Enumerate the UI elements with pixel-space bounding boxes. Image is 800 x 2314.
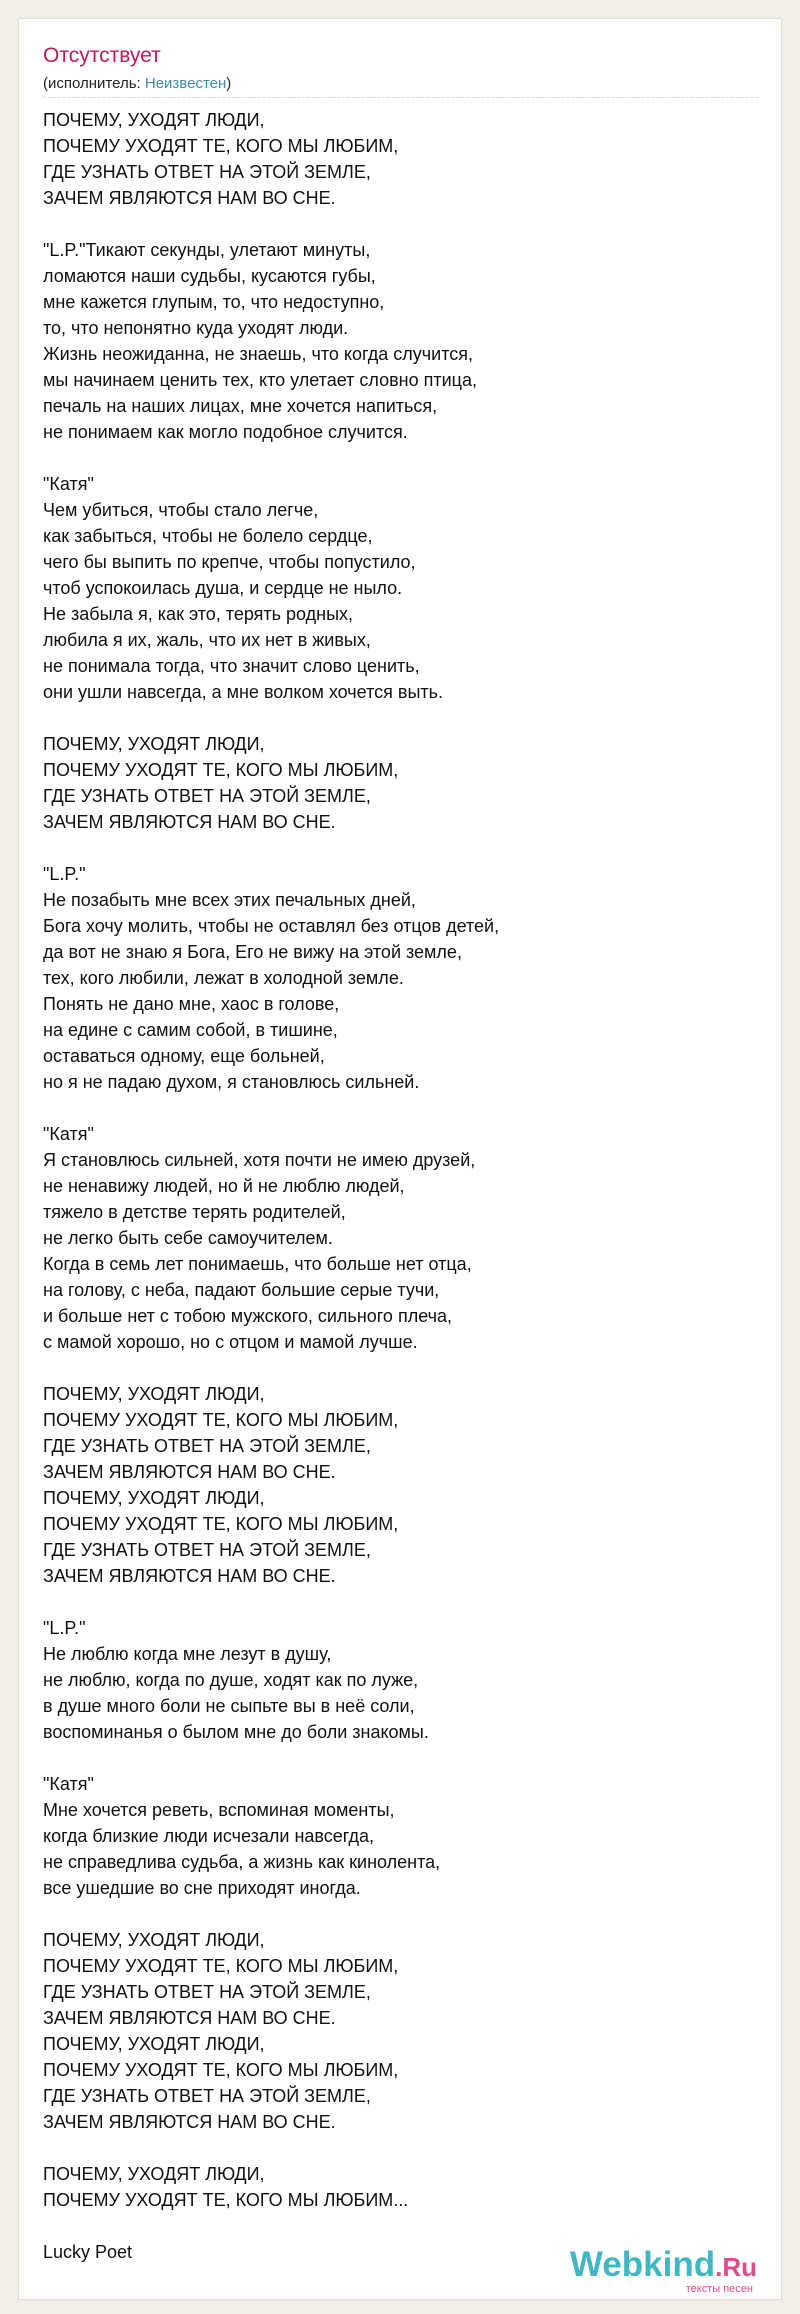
stanza-break — [43, 1355, 763, 1381]
stanza-break — [43, 2135, 763, 2161]
logo-main-text: Webkind — [569, 2245, 716, 2284]
lyric-line: Не люблю когда мне лезут в душу, — [43, 1644, 332, 1664]
stanza-break — [43, 1745, 763, 1771]
lyric-line: ПОЧЕМУ, УХОДЯТ ЛЮДИ, — [43, 110, 265, 130]
lyric-line: чтоб успокоилась душа, и сердце не ныло. — [43, 578, 403, 598]
lyric-line: не понимала тогда, что значит слово ценить, — [43, 656, 420, 676]
lyric-line: ЗАЧЕМ ЯВЛЯЮТСЯ НАМ ВО СНЕ. — [43, 188, 336, 208]
lyric-line: "L.P." — [43, 1618, 86, 1638]
lyric-line: Понять не дано мне, хаос в голове, — [43, 994, 340, 1014]
lyric-line: на голову, с неба, падают большие серые тучи, — [43, 1280, 440, 1300]
lyric-line: ПОЧЕМУ, УХОДЯТ ЛЮДИ, — [43, 1488, 265, 1508]
lyrics-text — [43, 107, 763, 2265]
lyric-line: ГДЕ УЗНАТЬ ОТВЕТ НА ЭТОЙ ЗЕМЛЕ, — [43, 2086, 371, 2106]
lyric-line: ЗАЧЕМ ЯВЛЯЮТСЯ НАМ ВО СНЕ. — [43, 2008, 336, 2028]
lyric-line: ЗАЧЕМ ЯВЛЯЮТСЯ НАМ ВО СНЕ. — [43, 2112, 336, 2132]
song-title: Отсутствует — [43, 44, 161, 67]
lyric-line: не справедлива судьба, а жизнь как кинолента, — [43, 1852, 441, 1872]
performer-link[interactable]: Неизвестен — [144, 75, 227, 92]
lyric-line: они ушли навсегда, а мне волком хочется выть. — [43, 682, 443, 702]
stanza-break — [43, 705, 763, 731]
lyric-line: ГДЕ УЗНАТЬ ОТВЕТ НА ЭТОЙ ЗЕМЛЕ, — [43, 786, 371, 806]
lyric-line: тех, кого любили, лежат в холодной земле. — [43, 968, 404, 988]
lyric-line: ПОЧЕМУ УХОДЯТ ТЕ, КОГО МЫ ЛЮБИМ, — [43, 2060, 399, 2080]
lyric-line: ПОЧЕМУ УХОДЯТ ТЕ, КОГО МЫ ЛЮБИМ, — [43, 1410, 399, 1430]
lyric-line: Не забыла я, как это, терять родных, — [43, 604, 354, 624]
lyric-line: ПОЧЕМУ УХОДЯТ ТЕ, КОГО МЫ ЛЮБИМ, — [43, 1956, 399, 1976]
lyric-line: любила я их, жаль, что их нет в живых, — [43, 630, 371, 650]
lyric-line: Я становлюсь сильней, хотя почти не имею друзей, — [43, 1150, 476, 1170]
lyric-line: "L.P."Тикают секунды, улетают минуты, — [43, 240, 371, 260]
performer-suffix: ) — [226, 75, 232, 92]
logo-tagline: тексты песен — [685, 2283, 753, 2295]
stanza-break — [43, 835, 763, 861]
webkind-logo[interactable] — [570, 2247, 757, 2295]
lyric-line: на едине с самим собой, в тишине, — [43, 1020, 338, 1040]
lyric-line: все ушедшие во сне приходят иногда. — [43, 1878, 361, 1898]
lyric-line: мне кажется глупым, то, что недоступно, — [43, 292, 385, 312]
lyric-line: ПОЧЕМУ, УХОДЯТ ЛЮДИ, — [43, 734, 265, 754]
lyric-line: печаль на наших лицах, мне хочется напиться, — [43, 396, 438, 416]
lyric-line: ПОЧЕМУ УХОДЯТ ТЕ, КОГО МЫ ЛЮБИМ... — [43, 2190, 409, 2210]
lyric-line: ЗАЧЕМ ЯВЛЯЮТСЯ НАМ ВО СНЕ. — [43, 1462, 336, 1482]
lyric-line: не понимаем как могло подобное случится. — [43, 422, 408, 442]
lyric-line: в душе много боли не сыпьте вы в неё соли, — [43, 1696, 415, 1716]
lyric-line: когда близкие люди исчезали навсегда, — [43, 1826, 375, 1846]
lyric-line: ГДЕ УЗНАТЬ ОТВЕТ НА ЭТОЙ ЗЕМЛЕ, — [43, 1982, 371, 2002]
lyric-line: ПОЧЕМУ, УХОДЯТ ЛЮДИ, — [43, 2034, 265, 2054]
stanza-break — [43, 445, 763, 471]
lyric-line: оставаться одному, еще больней, — [43, 1046, 325, 1066]
logo-wordmark — [570, 2247, 757, 2285]
lyric-line: с мамой хорошо, но с отцом и мамой лучше. — [43, 1332, 418, 1352]
lyric-line: ломаются наши судьбы, кусаются губы, — [43, 266, 376, 286]
lyric-line: ГДЕ УЗНАТЬ ОТВЕТ НА ЭТОЙ ЗЕМЛЕ, — [43, 1436, 371, 1456]
lyric-line: и больше нет с тобою мужского, сильного плеча, — [43, 1306, 452, 1326]
lyric-line: Чем убиться, чтобы стало легче, — [43, 500, 319, 520]
header-divider — [43, 97, 759, 98]
lyric-line: ГДЕ УЗНАТЬ ОТВЕТ НА ЭТОЙ ЗЕМЛЕ, — [43, 162, 371, 182]
stanza-break — [43, 1901, 763, 1927]
lyric-line: ПОЧЕМУ, УХОДЯТ ЛЮДИ, — [43, 1384, 265, 1404]
lyric-line: "L.P." — [43, 864, 86, 884]
stanza-break — [43, 1589, 763, 1615]
stanza-break — [43, 1095, 763, 1121]
lyric-line: но я не падаю духом, я становлюсь сильней. — [43, 1072, 420, 1092]
lyric-line: мы начинаем ценить тех, кто улетает словно птица, — [43, 370, 477, 390]
lyric-line: чего бы выпить по крепче, чтобы попустило, — [43, 552, 416, 572]
lyric-line: Жизнь неожиданна, не знаешь, что когда случится, — [43, 344, 474, 364]
lyric-line: да вот не знаю я Бога, Его не вижу на этой земле, — [43, 942, 462, 962]
lyric-line: ЗАЧЕМ ЯВЛЯЮТСЯ НАМ ВО СНЕ. — [43, 1566, 336, 1586]
stanza-break — [43, 211, 763, 237]
lyric-line: ЗАЧЕМ ЯВЛЯЮТСЯ НАМ ВО СНЕ. — [43, 812, 336, 832]
performer-prefix: (исполнитель: — [43, 75, 145, 92]
lyric-line: "Катя" — [43, 1774, 94, 1794]
lyric-line: Бога хочу молить, чтобы не оставлял без отцов детей, — [43, 916, 500, 936]
lyric-line: "Катя" — [43, 474, 94, 494]
author-credit: Lucky Poet — [43, 2242, 133, 2262]
lyric-line: не ненавижу людей, но й не люблю людей, — [43, 1176, 405, 1196]
lyric-line: ГДЕ УЗНАТЬ ОТВЕТ НА ЭТОЙ ЗЕМЛЕ, — [43, 1540, 371, 1560]
lyric-line: ПОЧЕМУ УХОДЯТ ТЕ, КОГО МЫ ЛЮБИМ, — [43, 760, 399, 780]
lyric-line: Мне хочется реветь, вспоминая моменты, — [43, 1800, 395, 1820]
lyric-line: ПОЧЕМУ УХОДЯТ ТЕ, КОГО МЫ ЛЮБИМ, — [43, 1514, 399, 1534]
lyric-line: тяжело в детстве терять родителей, — [43, 1202, 346, 1222]
lyric-line: как забыться, чтобы не болело сердце, — [43, 526, 373, 546]
lyric-line: ПОЧЕМУ, УХОДЯТ ЛЮДИ, — [43, 1930, 265, 1950]
lyrics-card — [18, 18, 782, 2300]
lyric-line: Когда в семь лет понимаешь, что больше нет отца, — [43, 1254, 472, 1274]
performer-line — [43, 75, 231, 92]
lyric-line: то, что непонятно куда уходят люди. — [43, 318, 349, 338]
lyric-line: воспоминанья о былом мне до боли знакомы. — [43, 1722, 429, 1742]
lyric-line: не люблю, когда по душе, ходят как по луже, — [43, 1670, 419, 1690]
logo-domain-suffix: .Ru — [715, 2252, 757, 2282]
lyric-line: ПОЧЕМУ УХОДЯТ ТЕ, КОГО МЫ ЛЮБИМ, — [43, 136, 399, 156]
lyric-line: ПОЧЕМУ, УХОДЯТ ЛЮДИ, — [43, 2164, 265, 2184]
lyric-line: не легко быть себе самоучителем. — [43, 1228, 333, 1248]
lyric-line: "Катя" — [43, 1124, 94, 1144]
lyric-line: Не позабыть мне всех этих печальных дней, — [43, 890, 416, 910]
